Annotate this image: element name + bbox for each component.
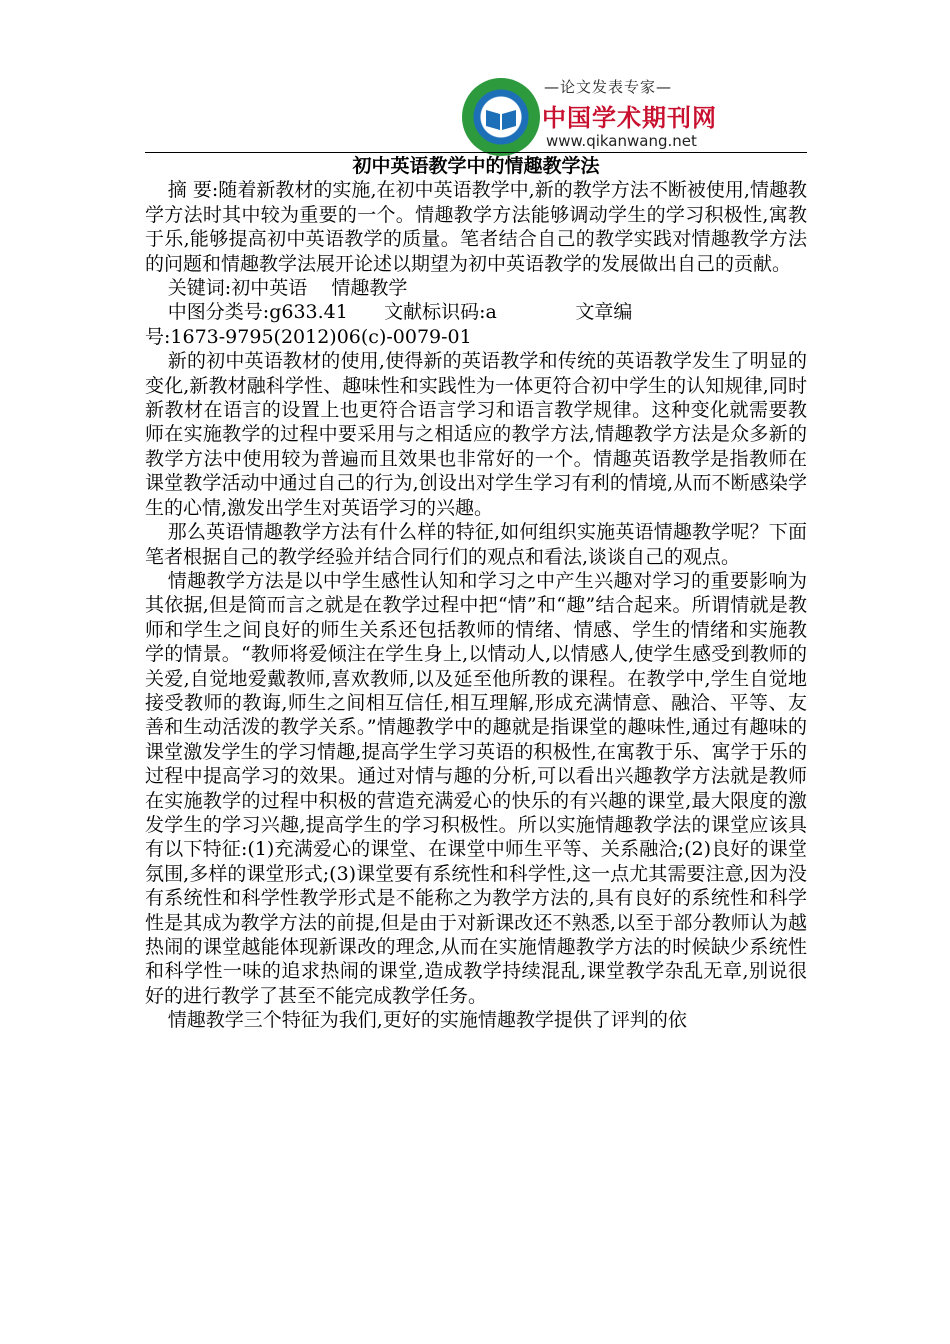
logo-url: www.qikanwang.net — [546, 132, 697, 150]
article-title: 初中英语教学中的情趣教学法 — [352, 155, 600, 177]
classification-line-1: 中图分类号:g633.41 文献标识码:a 文章编 — [167, 301, 633, 324]
logo-name: 中国学术期刊网 — [542, 104, 717, 132]
header-divider — [145, 152, 807, 153]
logo-emblem-icon — [462, 78, 540, 156]
abstract: 摘 要:随着新教材的实施,在初中英语教学中,新的教学方法不断被使用,情趣教学方法时其中较为重要的一个。情趣教学方法能够调动学生的学习积极性,寓教于乐,能够提高初中英语教学的质量。笔者结合自己的教学实践对情趣教学方法的问题和情趣教学法展开论述以期望为初中英语教学的发展做出自己的贡献。 — [145, 179, 807, 275]
keywords: 关键词:初中英语 情趣教学 — [167, 277, 408, 300]
paragraph: 情趣教学三个特征为我们,更好的实施情趣教学提供了评判的依 — [167, 1009, 687, 1032]
paragraph: 情趣教学方法是以中学生感性认知和学习之中产生兴趣对学习的重要影响为其依据,但是简而言之就是在教学过程中把“情”和“趣”结合起来。所谓情就是教师和学生之间良好的师生关系还包括教师的情绪、情感、学生的情绪和实施教学的情景。“教师将爱倾注在学生身上,以情动人,以情感人,使学生感受到教师的关爱,自觉地爱戴教师,喜欢教师,以及延至他所教的课程。在教学中,学生自觉地接受教师的教诲,师生之间相互信任,相互理解,形成充满情意、融洽、平等、友善和生动活泼的教学关系。”情趣教学中的趣就是指课堂的趣味性,通过有趣味的课堂激发学生的学习情趣,提高学生学习英语的积极性,在寓教于乐、寓学于乐的过程中提高学习的效果。通过对情与趣的分析,可以看出兴趣教学方法就是教师在实施教学的过程中积极的营造充满爱心的快乐的有兴趣的课堂,最大限度的激发学生的学习兴趣,提高学生的学习积极性。所以实施情趣教学法的课堂应该具有以下特征:(1)充满爱心的课堂、在课堂中师生平等、关系融洽;(2)良好的课堂氛围,多样的课堂形式;(3)课堂要有系统性和科学性,这一点尤其需要注意,因为没有系统性和科学性教学形式是不能称之为教学方法的,具有良好的系统性和科学性是其成为教学方法的前提,但是由于对新课改还不熟悉,以至于部分教师认为越热闹的课堂越能体现新课改的理念,从而在实施情趣教学方法的时候缺少系统性和科学性一味的追求热闹的课堂,造成教学持续混乱,课堂教学杂乱无章,别说很好的进行教学了甚至不能完成教学任务。 — [145, 569, 807, 1007]
classification-line-2: 号:1673-9795(2012)06(c)-0079-01 — [145, 325, 472, 348]
article-body — [145, 154, 807, 1033]
journal-logo — [462, 74, 717, 158]
logo-slogan: —论文发表专家— — [544, 78, 673, 96]
paragraph: 那么英语情趣教学方法有什么样的特征,如何组织实施英语情趣教学呢？下面笔者根据自己的教学经验并结合同行们的观点和看法,谈谈自己的观点。 — [145, 521, 807, 568]
book-icon — [484, 106, 518, 132]
paragraph: 新的初中英语教材的使用,使得新的英语教学和传统的英语教学发生了明显的变化,新教材融科学性、趣味性和实践性为一体更符合初中学生的认知规律,同时新教材在语言的设置上也更符合语言学习和语言教学规律。这种变化就需要教师在实施教学的过程中要采用与之相适应的教学方法,情趣教学方法是众多新的教学方法中使用较为普遍而且效果也非常好的一个。情趣英语教学是指教师在课堂教学活动中通过自己的行为,创设出对学生学习有利的情境,从而不断感染学生的心情,激发出学生对英语学习的兴趣。 — [145, 350, 807, 519]
